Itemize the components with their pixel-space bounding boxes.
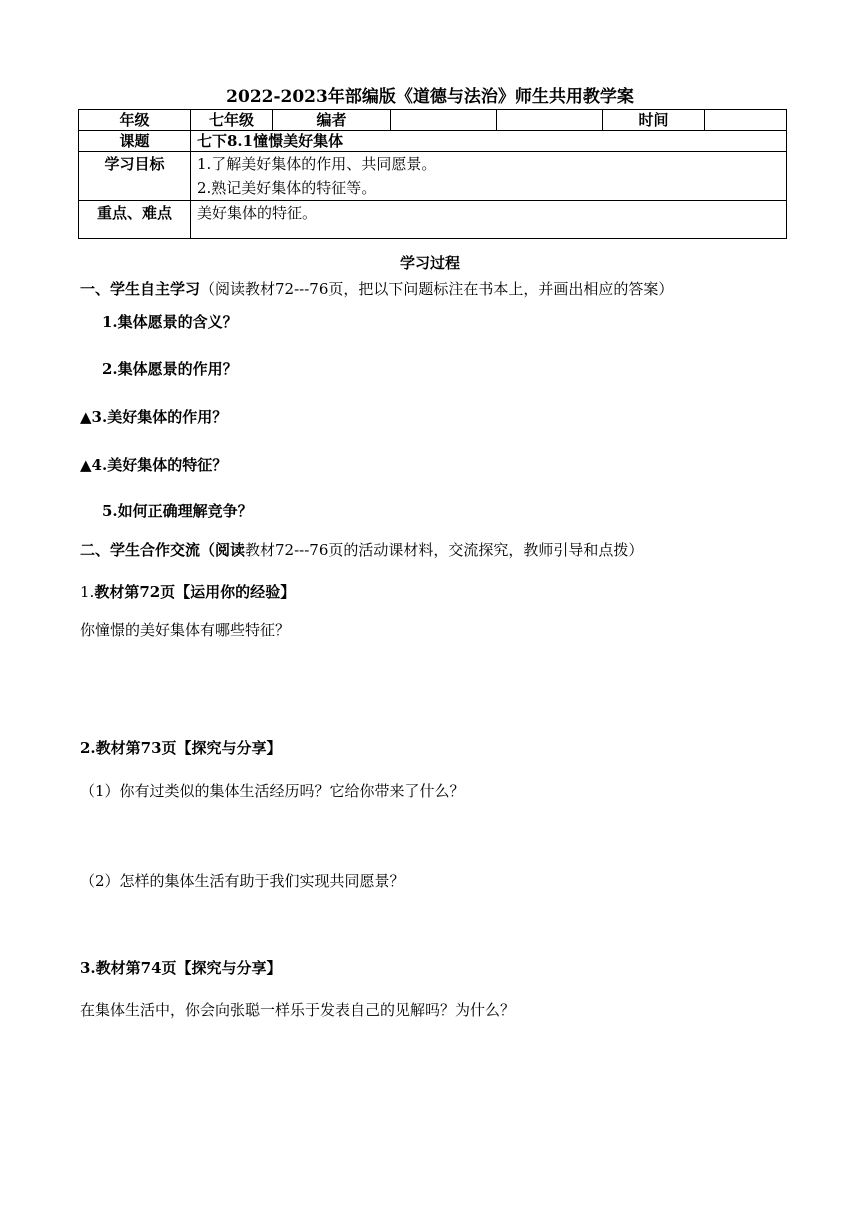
key-points-value: 美好集体的特征。	[191, 201, 787, 239]
grade-value: 七年级	[191, 110, 273, 131]
time-value	[705, 110, 787, 131]
item2-heading: 2.教材第73页【探究与分享】	[80, 739, 282, 757]
question-2: 2.集体愿景的作用？	[102, 360, 238, 378]
question-1: 1.集体愿景的含义？	[102, 313, 238, 331]
section2-note: 教材72---76页的活动课材料，交流探究，教师引导和点拨）	[245, 541, 644, 559]
document-title: 2022-2023年部编版《道德与法治》师生共用教学案	[226, 87, 634, 107]
item1-heading	[80, 582, 295, 602]
question-3: ▲3.美好集体的作用？	[80, 408, 228, 426]
question-5: 5.如何正确理解竞争？	[102, 502, 253, 520]
item1-prefix: 1.	[80, 583, 95, 601]
topic-label: 课题	[79, 131, 191, 152]
key-points-label: 重点、难点	[79, 201, 191, 239]
goal-item: 1.了解美好集体的作用、共同愿景。	[197, 155, 437, 173]
item1-question: 你憧憬的美好集体有哪些特征？	[80, 621, 291, 639]
item2-question-1: （1）你有过类似的集体生活经历吗？它给你带来了什么？	[80, 782, 465, 800]
section2-heading	[80, 540, 643, 560]
section2-heading-text: 二、学生合作交流（阅读	[80, 541, 246, 559]
section1-heading	[80, 279, 673, 299]
section1-heading-text: 一、学生自主学习	[80, 280, 201, 298]
editor-value	[391, 110, 497, 131]
blank-cell	[497, 110, 603, 131]
goal-item: 2.熟记美好集体的特征等。	[197, 179, 377, 197]
item2-question-2: （2）怎样的集体生活有助于我们实现共同愿景？	[80, 872, 405, 890]
question-4: ▲4.美好集体的特征？	[80, 456, 228, 474]
time-label: 时间	[603, 110, 705, 131]
goals-value	[191, 152, 787, 201]
goals-label: 学习目标	[79, 152, 191, 201]
grade-label: 年级	[79, 110, 191, 131]
section1-note: （阅读教材72---76页，把以下问题标注在书本上，并画出相应的答案）	[200, 280, 674, 298]
editor-label: 编者	[273, 110, 391, 131]
item1-heading-text: 教材第72页【运用你的经验】	[94, 583, 296, 601]
process-title: 学习过程	[399, 254, 460, 272]
topic-value: 七下8.1憧憬美好集体	[191, 131, 787, 152]
lesson-info-table	[78, 109, 787, 239]
item3-heading: 3.教材第74页【探究与分享】	[80, 959, 282, 977]
item3-question: 在集体生活中，你会向张聪一样乐于发表自己的见解吗？为什么？	[80, 1001, 516, 1019]
